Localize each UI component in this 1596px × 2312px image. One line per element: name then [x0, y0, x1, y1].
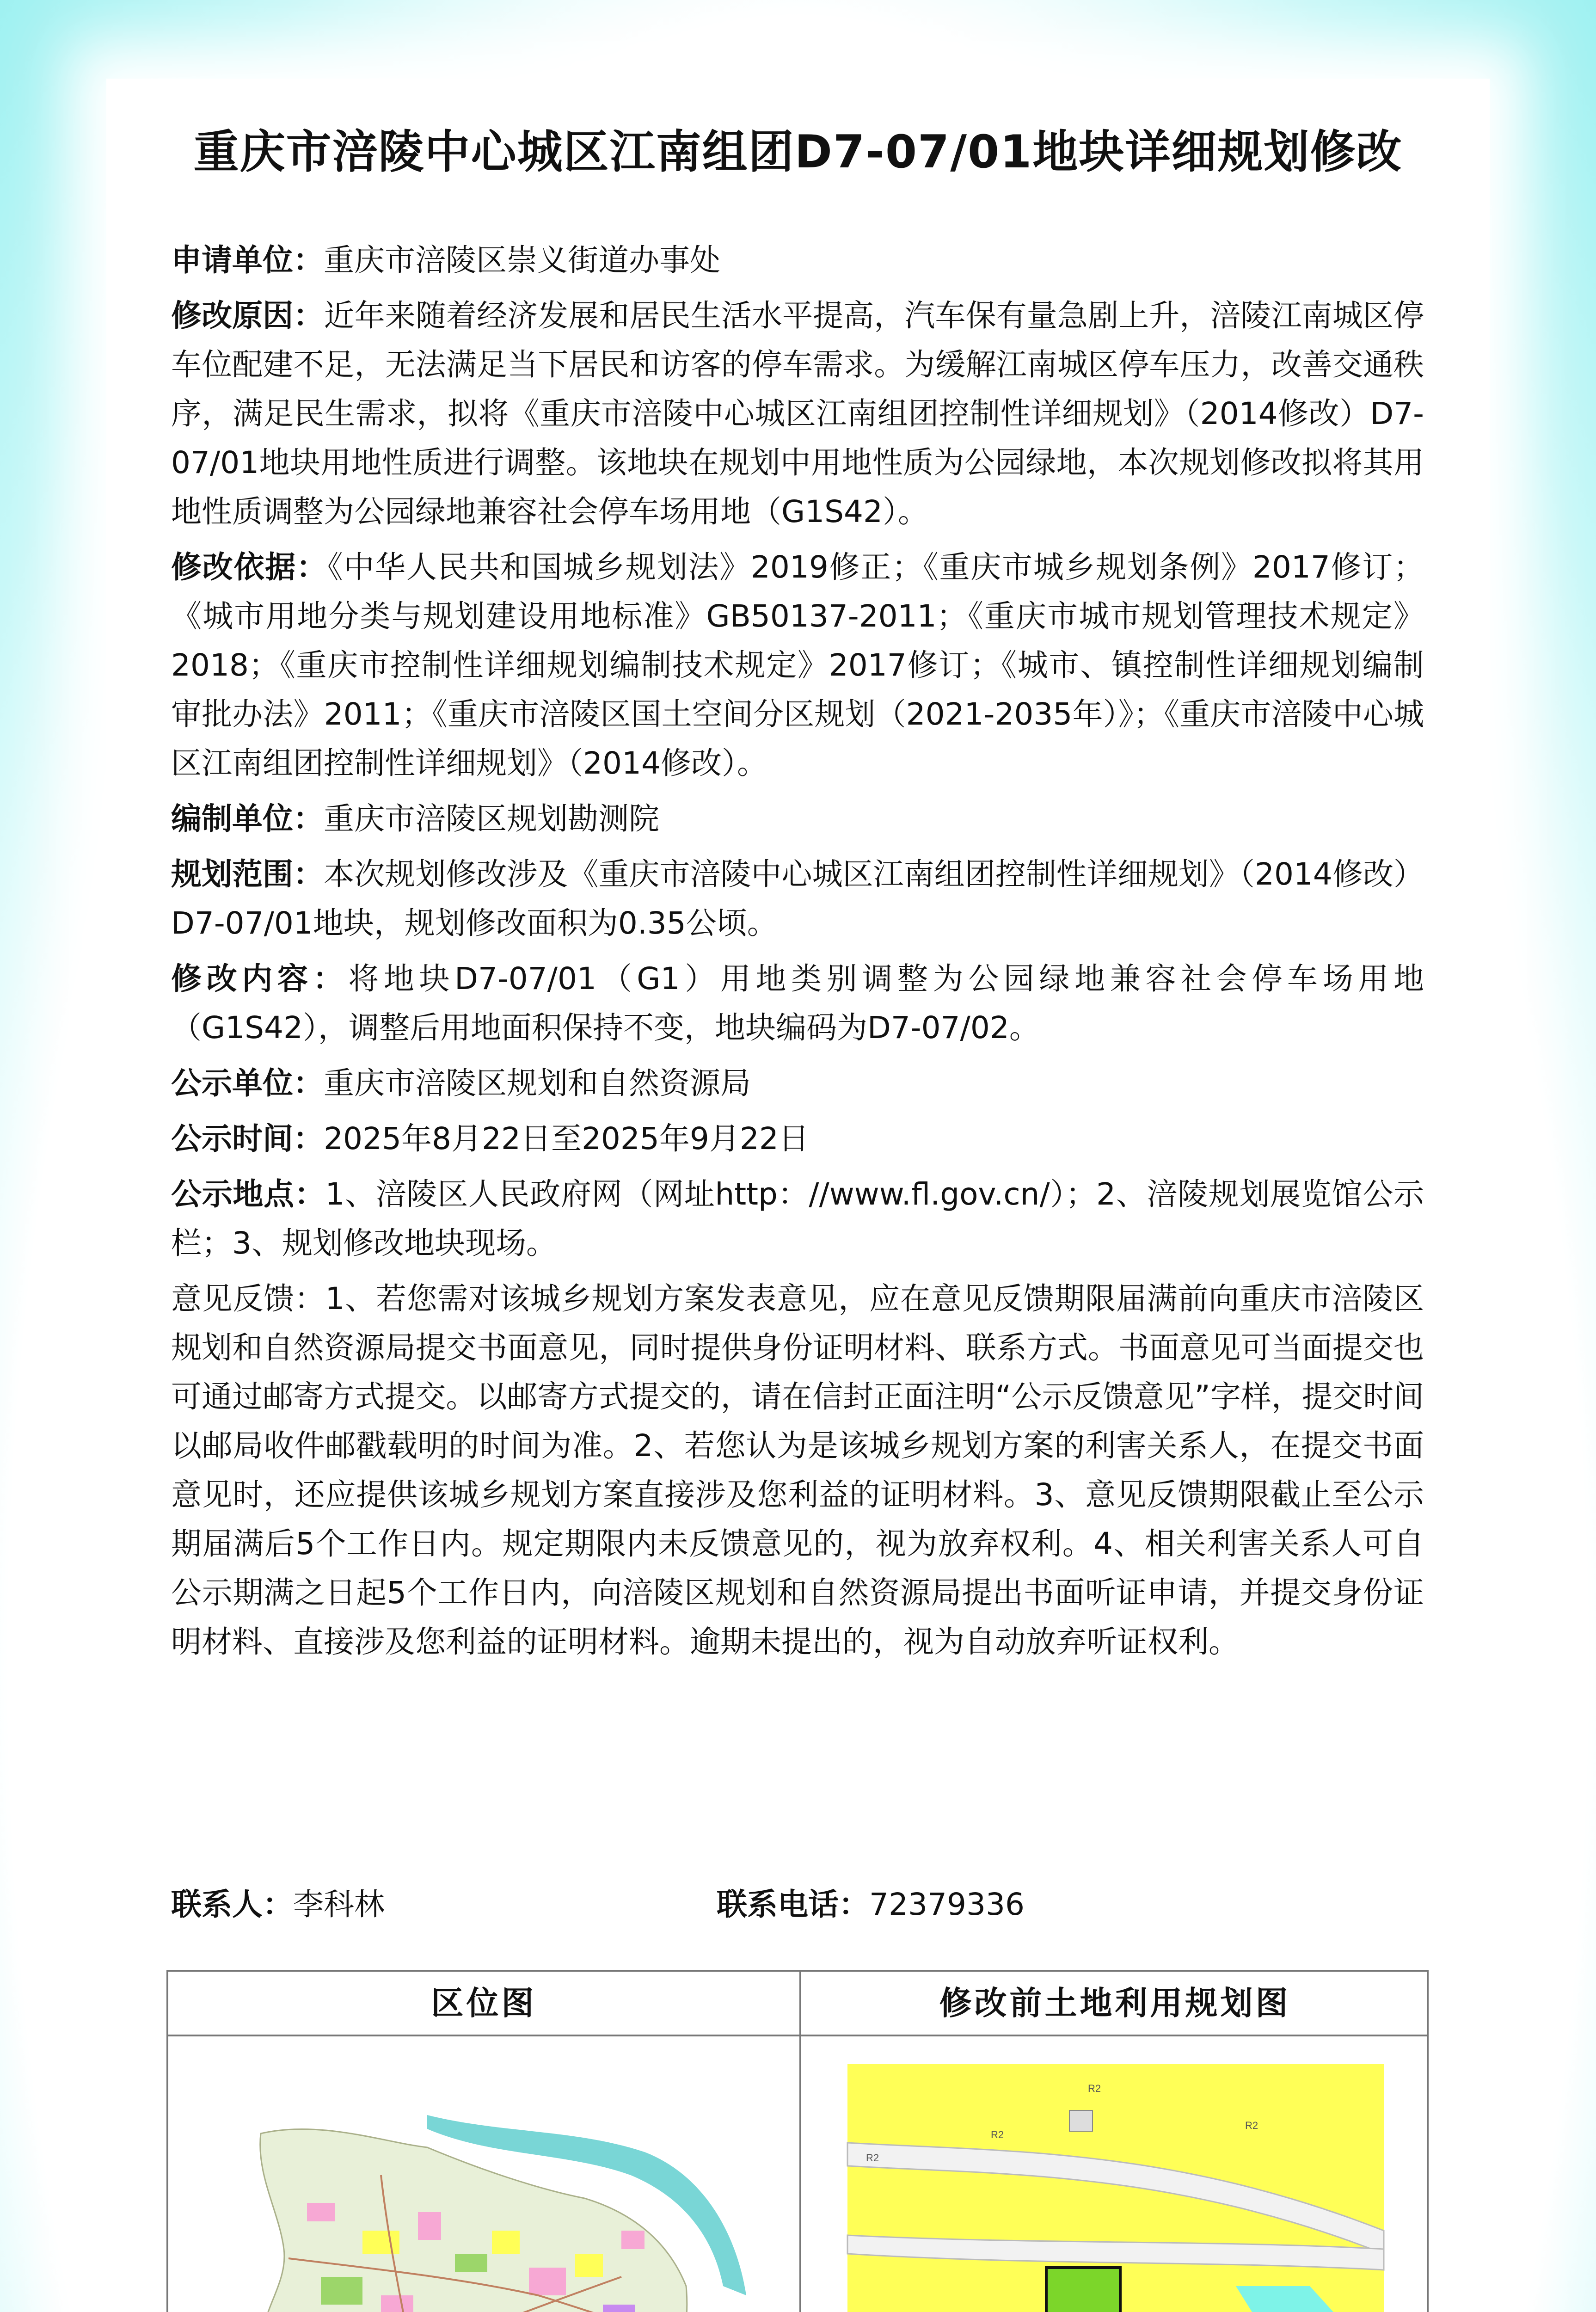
para-label: 修改内容： [171, 961, 349, 996]
para-location [171, 1170, 1424, 1268]
plot-label: R2 [991, 2129, 1004, 2140]
contact-phone-number: 72379336 [869, 1887, 1025, 1922]
plot-label: R2 [1088, 2083, 1101, 2094]
before-map-title: 修改前土地利用规划图 [939, 1984, 1291, 2022]
para-scope [171, 850, 1424, 948]
para-reason [171, 291, 1424, 536]
para-label: 公示时间： [171, 1121, 324, 1156]
facility-symbol [1069, 2110, 1093, 2131]
plot-label: R2 [1245, 2120, 1258, 2131]
site-plot [1037, 2268, 1120, 2312]
plot-label: R2 [866, 2152, 879, 2164]
para-text: 重庆市涪陵区规划勘测院 [324, 801, 659, 836]
para-label: 编制单位： [171, 801, 324, 836]
contact-person-label: 联系人： [171, 1887, 293, 1922]
para-text: 本次规划修改涉及《重庆市涪陵中心城区江南组团控制性详细规划》（2014修改）D7-07/01地块，规划修改面积为0.35公顷。 [171, 856, 1424, 941]
notice-board [106, 79, 1490, 2312]
para-compiler [171, 794, 1424, 843]
page-title: 重庆市涪陵中心城区江南组团D7-07/01地块详细规划修改 [193, 126, 1403, 178]
para-text: 意见反馈：1、若您需对该城乡规划方案发表意见，应在意见反馈期限届满前向重庆市涪陵区规划和自然资源局提交书面意见，同时提供身份证明材料、联系方式。书面意见可当面提交也可通过邮寄方式提交。以邮寄方式提交的，请在信封正面注明“公示反馈意见”字样，提交时间以邮局收件邮戳载明的时间为准。2、若您认为是该城乡规划方案的利害关系人，在提交书面意见时，还应提供该城乡规划方案直接涉及您利益的证明材料。3、意见反馈期限截止至公示期届满后5个工作日内。规定期限内未反馈意见的，视为放弃权利。4、相关利害关系人可自公示期满之日起5个工作日内，向涪陵区规划和自然资源局提出书面听证申请，并提交身份证明材料、直接涉及您利益的证明材料。逾期未提出的，视为自动放弃听证权利。 [171, 1281, 1424, 1660]
para-text: 1、涪陵区人民政府网（网址http：//www.fl.gov.cn/）；2、涪陵规划展览馆公示栏；3、规划修改地块现场。 [171, 1176, 1424, 1261]
para-feedback [171, 1274, 1424, 1666]
para-label: 修改原因： [171, 298, 324, 333]
map-grid [166, 1970, 1429, 2312]
para-publisher [171, 1059, 1424, 1108]
before-land-use-map [801, 2036, 1430, 2312]
location-map-title: 区位图 [431, 1984, 537, 2022]
para-applicant [171, 236, 1424, 285]
para-content [171, 954, 1424, 1052]
para-basis [171, 543, 1424, 788]
para-text: 重庆市涪陵区规划和自然资源局 [324, 1065, 751, 1101]
para-label: 公示地点： [171, 1176, 325, 1212]
para-label: 申请单位： [171, 242, 324, 278]
para-period [171, 1114, 1424, 1163]
contact-line [171, 1880, 1424, 1924]
para-text: 近年来随着经济发展和居民生活水平提高，汽车保有量急剧上升，涪陵江南城区停车位配建不足，无法满足当下居民和访客的停车需求。为缓解江南城区停车压力，改善交通秩序，满足民生需求，拟将《重庆市涪陵中心城区江南组团控制性详细规划》（2014修改）D7-07/01地块用地性质进行调整。该地块在规划中用地性质为公园绿地，本次规划修改拟将其用地性质调整为公园绿地兼容社会停车场用地（G1S42）。 [171, 298, 1424, 529]
contact-phone [717, 1880, 1025, 1924]
notice-body [171, 236, 1424, 1673]
para-label: 公示单位： [171, 1065, 324, 1101]
para-text: 《中华人民共和国城乡规划法》2019修正；《重庆市城乡规划条例》2017修订；《城市用地分类与规划建设用地标准》GB50137-2011；《重庆市城市规划管理技术规定》2018；《重庆市控制性详细规划编制技术规定》2017修订；《城市、镇控制性详细规划编制审批办法》2011；《重庆市涪陵区国土空间分区规划（2021-2035年）》；《重庆市涪陵中心城区江南组团控制性详细规划》（2014修改）。 [171, 549, 1424, 781]
para-label: 规划范围： [171, 856, 324, 892]
para-text: 将地块D7-07/01（G1）用地类别调整为公园绿地兼容社会停车场用地（G1S42），调整后用地面积保持不变，地块编码为D7-07/02。 [171, 961, 1424, 1045]
contact-person [171, 1880, 717, 1924]
contact-person-name: 李科林 [293, 1887, 385, 1922]
contact-phone-label: 联系电话： [717, 1887, 869, 1922]
location-map [168, 2036, 799, 2312]
para-text: 重庆市涪陵区崇义街道办事处 [324, 242, 720, 278]
para-label: 修改依据： [171, 549, 328, 585]
para-text: 2025年8月22日至2025年9月22日 [324, 1121, 809, 1156]
